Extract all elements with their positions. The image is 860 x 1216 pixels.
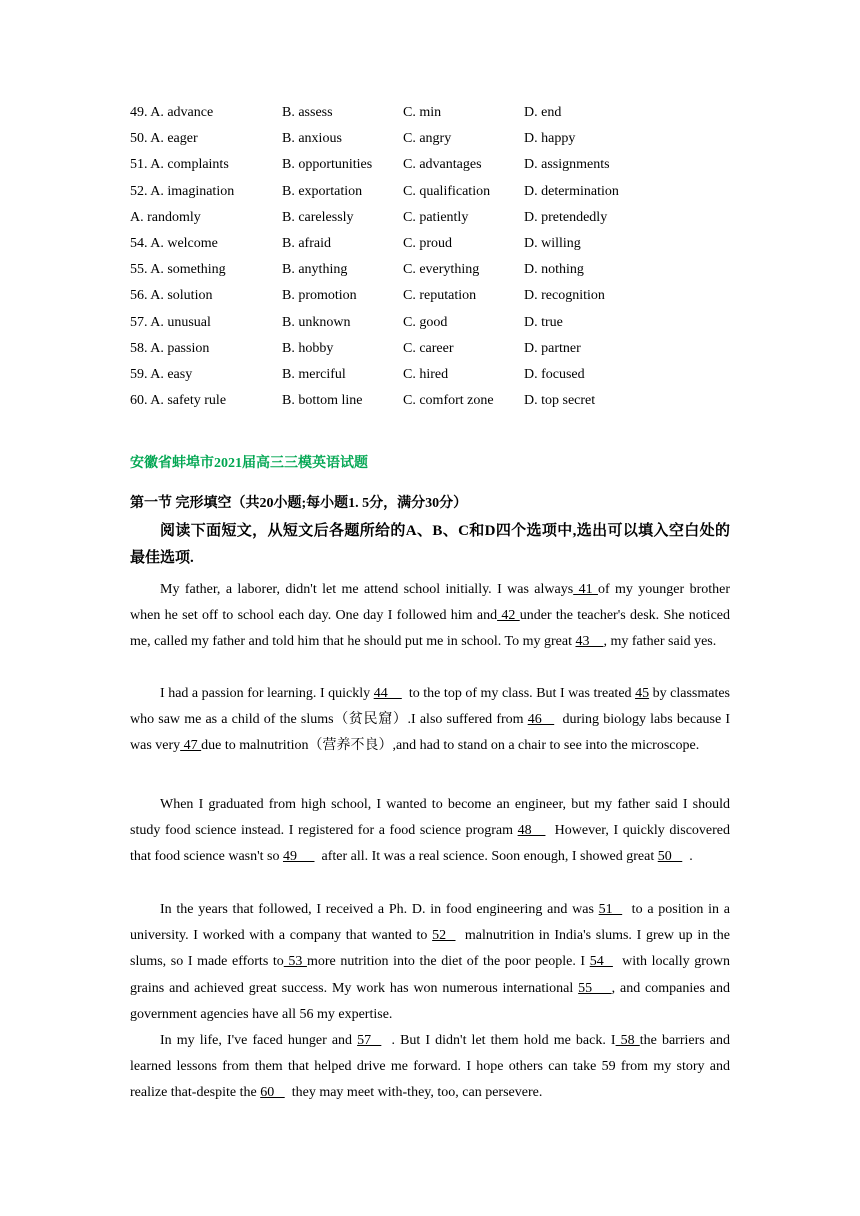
option-a: 60. A. safety rule — [130, 393, 227, 409]
option-d: D. end — [524, 105, 562, 120]
option-d: D. top secret — [524, 393, 596, 409]
passage-text: of my younger brother when he set off to school each day. One day I followed him and — [130, 582, 731, 624]
option-d: D. partner — [524, 340, 581, 356]
option-a: A. randomly — [130, 209, 201, 225]
passage-text: In my life, I've faced hunger and — [160, 1033, 358, 1048]
answer-blank: 52 — [432, 928, 456, 944]
option-d: D. focused — [524, 366, 585, 382]
passage-text: malnutrition in India's slums. I grew up in the slums, so I made efforts to — [130, 928, 730, 970]
passage-text: to the top of my class. But I was treated — [401, 686, 636, 701]
answer-blank: 50 — [657, 849, 683, 865]
passage-text: In the years that followed, I received a Ph. D. in food engineering and was — [160, 902, 599, 917]
answer-blank: 57 — [357, 1033, 382, 1048]
option-d: D. nothing — [524, 262, 584, 278]
answer-blank: 60 — [260, 1085, 285, 1101]
option-c: C. good — [403, 314, 448, 330]
option-c: C. qualification — [403, 183, 491, 199]
answer-blank: 42 — [497, 608, 520, 624]
passage-text: When I graduated from high school, I wanted to become an engineer, but my father said I should study food science instead. I registered for a food science program — [130, 797, 730, 839]
option-c: C. angry — [403, 131, 452, 147]
passage-text: . But I didn't let them hold me back. I — [381, 1033, 616, 1048]
passage-text: My father, a laborer, didn't let me attend school initially. I was always — [160, 582, 574, 597]
passage-text: by classmates who saw me as a child of the slums（贫民窟）.I also suffered from — [130, 686, 730, 728]
option-d: D. willing — [524, 235, 581, 251]
option-c: C. patiently — [403, 209, 469, 225]
option-b: B. opportunities — [282, 157, 373, 173]
passage-paragraph — [130, 897, 730, 1028]
answer-blank: 55 — [578, 980, 612, 996]
option-b: B. afraid — [282, 235, 331, 251]
option-b: B. unknown — [282, 314, 351, 330]
passage-text: . — [682, 849, 693, 865]
passage-text: after all. It was a real science. Soon enough, I showed great — [314, 849, 658, 865]
option-d: D. pretendedly — [524, 209, 608, 225]
option-c: C. comfort zone — [403, 393, 494, 409]
option-b: B. merciful — [282, 366, 346, 382]
source-title: 安徽省蚌埠市2021届高三三模英语试题 — [130, 456, 368, 471]
passage-paragraph — [130, 1028, 730, 1107]
option-d: D. recognition — [524, 288, 605, 304]
passage-text: during biology labs because I was very — [130, 712, 730, 754]
answer-blank: 45 — [635, 686, 650, 701]
option-b: B. promotion — [282, 288, 357, 304]
answer-blank: 43 — [575, 634, 604, 650]
passage-text: , my father said yes. — [603, 634, 717, 650]
option-b: B. exportation — [282, 183, 363, 199]
option-c: C. reputation — [403, 288, 477, 304]
option-a: 51. A. complaints — [130, 157, 229, 173]
passage-text: due to malnutrition（营养不良）,and had to stand on a chair to see into the microscope. — [201, 738, 700, 754]
option-a: 54. A. welcome — [130, 235, 218, 251]
passage-paragraph — [130, 792, 730, 871]
answer-blank: 51 — [598, 902, 623, 917]
option-d: D. assignments — [524, 157, 610, 173]
option-c: C. hired — [403, 366, 449, 382]
answer-blank: 41 — [573, 582, 598, 597]
option-c: C. proud — [403, 235, 452, 251]
option-b: B. anything — [282, 262, 348, 278]
answer-blank: 44 — [373, 686, 402, 701]
option-c: C. advantages — [403, 157, 482, 173]
passage-paragraph — [130, 681, 730, 760]
answer-blank: 58 — [615, 1033, 640, 1048]
option-a: 50. A. eager — [130, 131, 198, 147]
option-b: B. assess — [282, 105, 333, 120]
option-d: D. determination — [524, 183, 619, 199]
option-a: 59. A. easy — [130, 366, 193, 382]
passage-text: more nutrition into the diet of the poor people. I — [306, 954, 590, 970]
passage-text: under the teacher's desk. She noticed me, called my father and told him that he should put me in school. To my great — [130, 608, 730, 650]
option-b: B. anxious — [282, 131, 342, 147]
option-a: 57. A. unusual — [130, 314, 211, 330]
answer-blank: 53 — [283, 954, 307, 970]
option-d: D. true — [524, 314, 563, 330]
passage-text: the barriers and learned lessons from them that helped drive me forward. I hope others can take 59 from my story and realize that-despite the — [130, 1033, 731, 1101]
option-b: B. hobby — [282, 340, 334, 356]
passage-text: , and companies and government agencies have all 56 my expertise. — [130, 980, 731, 1022]
answer-blank: 49 — [282, 849, 315, 865]
option-b: B. bottom line — [282, 393, 363, 409]
option-a: 52. A. imagination — [130, 183, 235, 199]
option-a: 56. A. solution — [130, 288, 213, 304]
answer-blank: 48 — [517, 823, 546, 839]
passage-text: they may meet with-they, too, can persevere. — [284, 1085, 543, 1101]
option-a: 55. A. something — [130, 262, 226, 278]
passage-text: However, I quickly discovered that food science wasn't so — [130, 823, 731, 865]
passage-paragraph — [130, 577, 730, 656]
section-title: 第一节 完形填空（共20小题;每小题1. 5分，满分30分） — [130, 496, 468, 511]
answer-blank: 47 — [180, 738, 202, 754]
option-c: C. everything — [403, 262, 480, 278]
option-d: D. happy — [524, 131, 576, 147]
answer-blank: 46 — [527, 712, 555, 728]
passage-text: with locally grown grains and achieved great success. My work has won numerous international — [130, 954, 731, 996]
passage-text: to a position in a university. I worked with a company that wanted to — [130, 902, 731, 944]
option-a: 49. A. advance — [130, 105, 214, 120]
option-a: 58. A. passion — [130, 340, 210, 356]
answer-blank: 54 — [589, 954, 613, 970]
option-b: B. carelessly — [282, 209, 354, 225]
passage-text: I had a passion for learning. I quickly — [160, 686, 374, 701]
option-c: C. min — [403, 105, 442, 120]
instructions: 阅读下面短文，从短文后各题所给的A、B、C和D四个选项中,选出可以填入空白处的最佳选项. — [130, 523, 730, 566]
option-c: C. career — [403, 340, 454, 356]
